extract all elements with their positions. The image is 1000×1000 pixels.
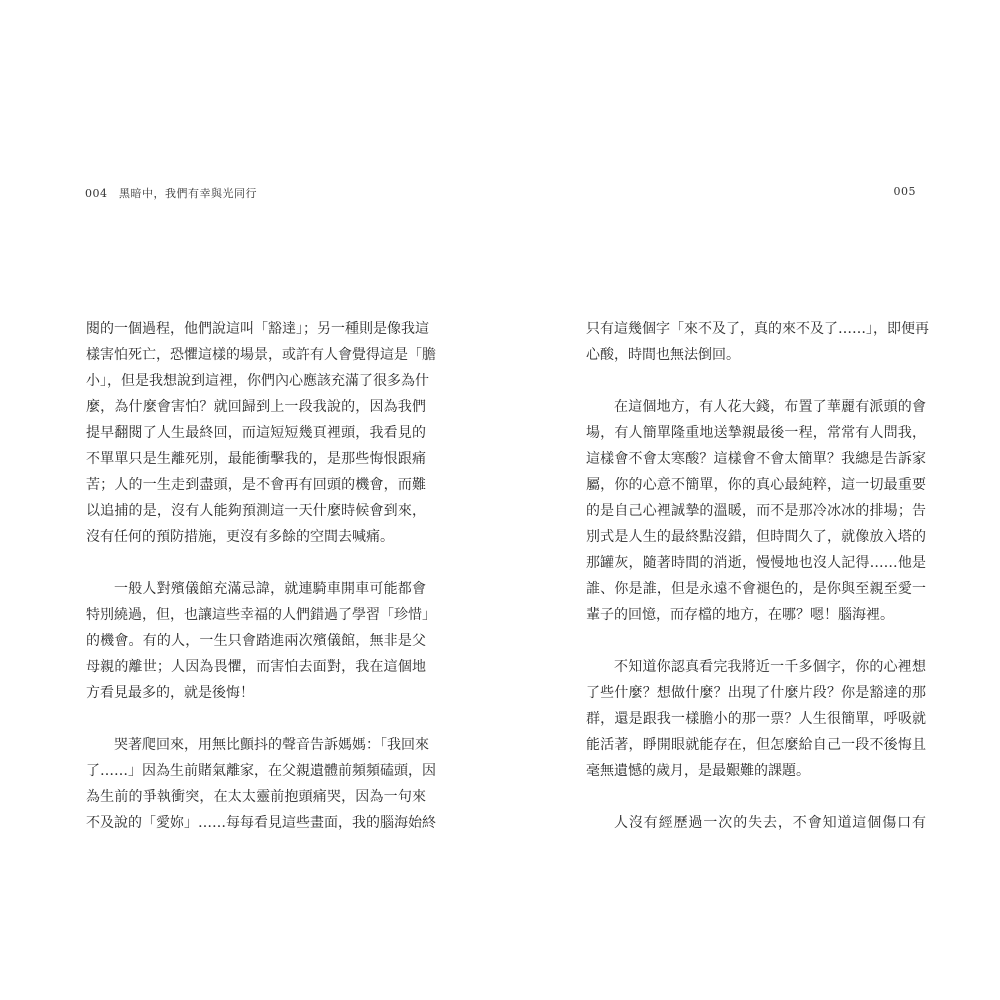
text-line: 這樣會不會太寒酸？這樣會不會太簡單？我總是告訴家: [586, 451, 926, 467]
text-line: 了……」因為生前賭氣離家，在父親遺體前頻頻磕頭，因: [86, 763, 436, 779]
paragraph: [586, 394, 926, 628]
paragraph: [586, 654, 926, 784]
text-line: 人沒有經歷過一次的失去，不會知道這個傷口有: [614, 815, 926, 831]
text-line: 母親的離世；人因為畏懼，而害怕去面對，我在這個地: [86, 659, 426, 675]
text-line: 樣害怕死亡，恐懼這樣的場景，或許有人會覺得這是「膽: [86, 347, 436, 363]
text-line: 提早翻閱了人生最終回，而這短短幾頁裡頭，我看見的: [86, 425, 426, 441]
text-line: 以追捕的是，沒有人能夠預測這一天什麼時候會到來，: [86, 503, 426, 519]
text-line: 別式是人生的最終點沒錯，但時間久了，就像放入塔的: [586, 529, 926, 545]
right-page: [500, 0, 1000, 1000]
text-line: 心酸，時間也無法倒回。: [586, 347, 740, 363]
left-body-text: [86, 316, 436, 862]
text-line: 在這個地方，有人花大錢，布置了華麗有派頭的會: [614, 399, 926, 415]
text-line: 群，還是跟我一樣膽小的那一票？人生很簡單，呼吸就: [586, 711, 926, 727]
right-page-number: 005: [893, 185, 916, 198]
text-line: 能活著，睜開眼就能存在，但怎麼給自己一段不後悔且: [586, 737, 926, 753]
text-line: 特別繞過，但，也讓這些幸福的人們錯過了學習「珍惜」: [86, 607, 436, 623]
text-line: 閱的一個過程，他們說這叫「豁達」；另一種則是像我這: [86, 321, 429, 337]
right-body-text: [586, 316, 929, 862]
text-line: 沒有任何的預防措施，更沒有多餘的空間去喊痛。: [86, 529, 394, 545]
text-line: 輩子的回憶，而存檔的地方，在哪？嗯！腦海裡。: [586, 607, 894, 623]
text-line: 一般人對殯儀館充滿忌諱，就連騎車開車可能都會: [114, 581, 426, 597]
text-line: 屬，你的心意不簡單，你的真心最純粹，這一切最重要: [586, 477, 926, 493]
paragraph: [586, 810, 926, 836]
text-line: 那罐灰，隨著時間的消逝，慢慢地也沒人記得……他是: [586, 555, 926, 571]
paragraph: [86, 316, 436, 550]
paragraph: [586, 316, 929, 368]
text-line: 方看見最多的，就是後悔！: [86, 685, 254, 701]
left-running-head: 004 黑暗中，我們有幸與光同行: [85, 187, 257, 200]
paragraph: [86, 732, 436, 836]
text-line: 只有這幾個字「來不及了，真的來不及了……」，即便再: [586, 321, 929, 337]
text-line: 不知道你認真看完我將近一千多個字，你的心裡想: [614, 659, 926, 675]
text-line: 的是自己心裡誠摯的溫暖，而不是那冷冰冰的排場；告: [586, 503, 926, 519]
text-line: 誰、你是誰，但是永遠不會褪色的，是你與至親至愛一: [586, 581, 926, 597]
paragraph: [86, 576, 436, 706]
text-line: 毫無遺憾的歲月，是最艱難的課題。: [586, 763, 810, 779]
text-line: 不及說的「愛妳」……每每看見這些畫面，我的腦海始終: [86, 815, 436, 831]
text-line: 為生前的爭執衝突，在太太靈前抱頭痛哭，因為一句來: [86, 789, 426, 805]
text-line: 場，有人簡單隆重地送摯親最後一程，常常有人問我，: [586, 425, 926, 441]
text-line: 哭著爬回來，用無比顫抖的聲音告訴媽媽：「我回來: [114, 737, 429, 753]
text-line: 的機會。有的人，一生只會踏進兩次殯儀館，無非是父: [86, 633, 426, 649]
text-line: 麼，為什麼會害怕？就回歸到上一段我說的，因為我們: [86, 399, 426, 415]
text-line: 小」，但是我想說到這裡，你們內心應該充滿了很多為什: [86, 373, 429, 389]
text-line: 了些什麼？想做什麼？出現了什麼片段？你是豁達的那: [586, 685, 926, 701]
text-line: 苦；人的一生走到盡頭，是不會再有回頭的機會，而難: [86, 477, 426, 493]
text-line: 不單單只是生離死別，最能衝擊我的，是那些悔恨跟痛: [86, 451, 426, 467]
